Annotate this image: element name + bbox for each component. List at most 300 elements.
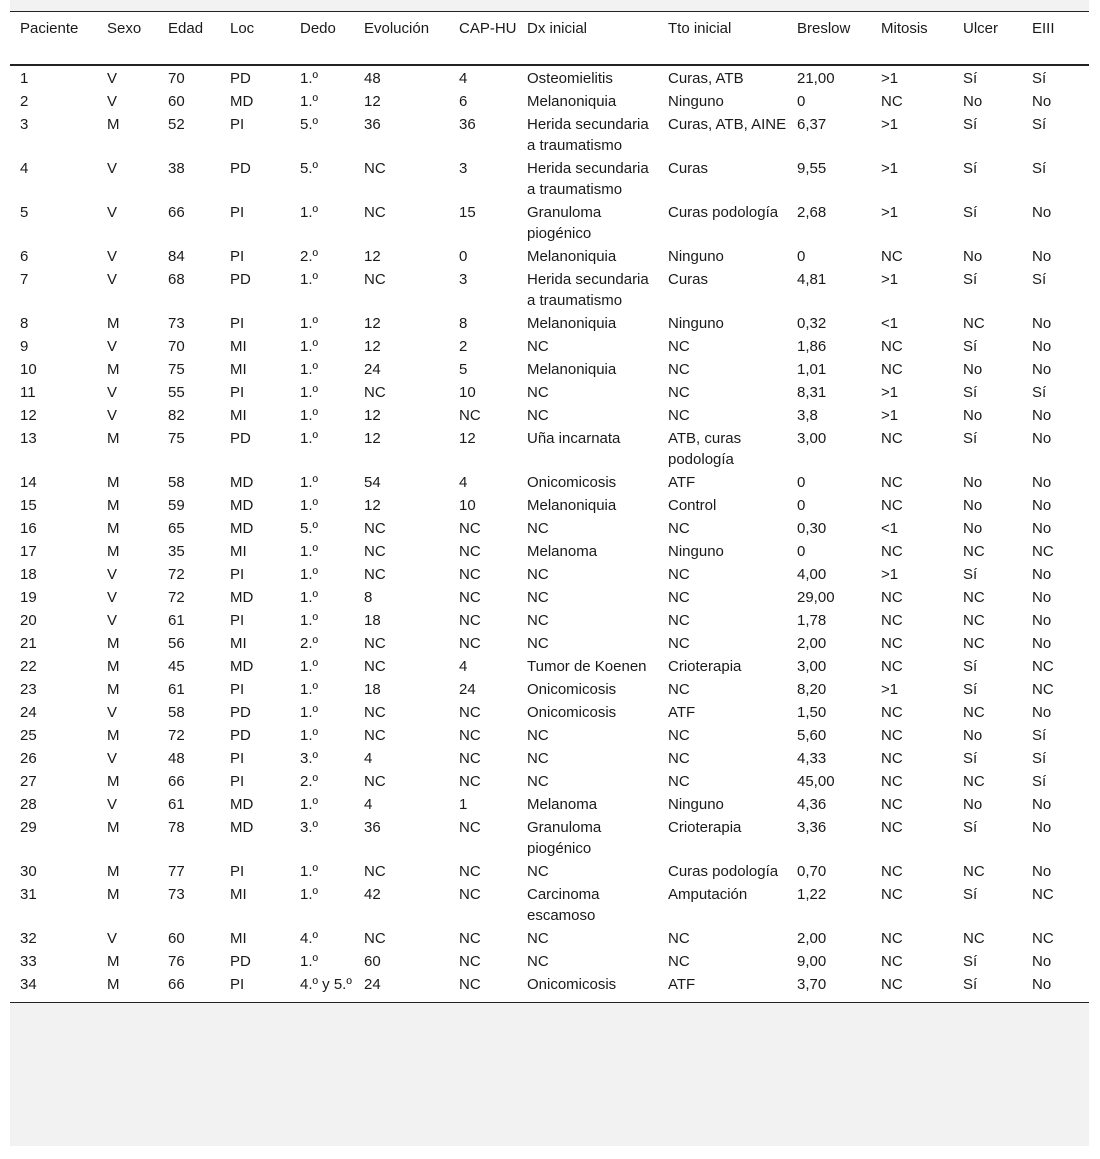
- col-header-edad: Edad: [168, 20, 204, 37]
- cell-sexo: V: [107, 270, 118, 288]
- cell-ulcer: Sí: [963, 680, 978, 698]
- cell-eiii: No: [1032, 496, 1052, 514]
- cell-mitosis: >1: [881, 406, 899, 424]
- cell-loc: MD: [230, 795, 254, 813]
- cell-evolucion: 12: [364, 429, 381, 447]
- table-row: [10, 540, 1089, 563]
- cell-mitosis: NC: [881, 496, 903, 514]
- cell-evolucion: 12: [364, 314, 381, 332]
- cell-dx-inicial: Granuloma piogénico: [527, 203, 602, 242]
- cell-eiii: No: [1032, 611, 1052, 629]
- cell-tto-inicial: NC: [668, 749, 690, 767]
- table-row: [10, 268, 1089, 312]
- cell-dedo: 3.º: [300, 749, 318, 767]
- cell-eiii: No: [1032, 519, 1052, 537]
- cell-dx-inicial: Melanoniquia: [527, 496, 617, 514]
- cell-edad: 55: [168, 383, 185, 401]
- cell-loc: PD: [230, 726, 251, 744]
- cell-ulcer: No: [963, 360, 983, 378]
- cell-tto-inicial: Control: [668, 496, 717, 514]
- cell-cap-hu: NC: [459, 519, 481, 537]
- cell-mitosis: NC: [881, 247, 903, 265]
- cell-tto-inicial: NC: [668, 952, 690, 970]
- cell-cap-hu: NC: [459, 749, 481, 767]
- cell-dedo: 1.º: [300, 92, 318, 110]
- cell-tto-inicial: Ninguno: [668, 795, 724, 813]
- cell-edad: 73: [168, 314, 185, 332]
- cell-edad: 70: [168, 69, 185, 87]
- cell-mitosis: NC: [881, 473, 903, 491]
- cell-sexo: M: [107, 885, 120, 903]
- cell-loc: PI: [230, 314, 245, 332]
- cell-edad: 58: [168, 473, 185, 491]
- cell-cap-hu: NC: [459, 726, 481, 744]
- cell-sexo: M: [107, 726, 120, 744]
- cell-loc: MD: [230, 657, 254, 675]
- cell-dedo: 1.º: [300, 337, 318, 355]
- cell-evolucion: 18: [364, 680, 381, 698]
- cell-paciente: 18: [20, 565, 37, 583]
- cell-tto-inicial: NC: [668, 726, 690, 744]
- cell-loc: PI: [230, 115, 245, 133]
- cell-paciente: 6: [20, 247, 29, 265]
- cell-ulcer: No: [963, 92, 983, 110]
- cell-dx-inicial: NC: [527, 772, 549, 790]
- cell-ulcer: NC: [963, 772, 985, 790]
- cell-edad: 52: [168, 115, 185, 133]
- cell-loc: PI: [230, 247, 245, 265]
- cell-evolucion: 4: [364, 795, 373, 813]
- cell-paciente: 27: [20, 772, 37, 790]
- cell-evolucion: 12: [364, 406, 381, 424]
- cell-sexo: V: [107, 203, 118, 221]
- cell-breslow: 21,00: [797, 69, 835, 87]
- cell-edad: 73: [168, 885, 185, 903]
- cell-tto-inicial: Crioterapia: [668, 818, 742, 836]
- cell-dx-inicial: Uña incarnata: [527, 429, 621, 447]
- table-row: [10, 381, 1089, 404]
- cell-sexo: V: [107, 565, 118, 583]
- table-row: [10, 404, 1089, 427]
- cell-eiii: No: [1032, 314, 1052, 332]
- cell-ulcer: NC: [963, 588, 985, 606]
- cell-loc: PD: [230, 69, 251, 87]
- cell-edad: 45: [168, 657, 185, 675]
- cell-eiii: Sí: [1032, 159, 1047, 177]
- cell-loc: PI: [230, 975, 245, 993]
- cell-eiii: NC: [1032, 885, 1054, 903]
- cell-dedo: 1.º: [300, 885, 318, 903]
- cell-mitosis: >1: [881, 203, 899, 221]
- table-frame: [10, 0, 1089, 1146]
- table-row: [10, 678, 1089, 701]
- cell-tto-inicial: Curas, ATB: [668, 69, 744, 87]
- cell-dx-inicial: NC: [527, 519, 549, 537]
- cell-dedo: 1.º: [300, 473, 318, 491]
- cell-sexo: M: [107, 952, 120, 970]
- cell-evolucion: 8: [364, 588, 373, 606]
- cell-eiii: Sí: [1032, 383, 1047, 401]
- cell-paciente: 16: [20, 519, 37, 537]
- cell-loc: MI: [230, 929, 247, 947]
- cell-tto-inicial: Ninguno: [668, 247, 724, 265]
- cell-paciente: 32: [20, 929, 37, 947]
- cell-sexo: V: [107, 406, 118, 424]
- cell-loc: PI: [230, 772, 245, 790]
- cell-dx-inicial: NC: [527, 726, 549, 744]
- cell-tto-inicial: Crioterapia: [668, 657, 742, 675]
- cell-ulcer: Sí: [963, 69, 978, 87]
- cell-breslow: 3,36: [797, 818, 827, 836]
- cell-ulcer: Sí: [963, 885, 978, 903]
- cell-dedo: 1.º: [300, 270, 318, 288]
- cell-tto-inicial: Curas: [668, 159, 709, 177]
- cell-sexo: V: [107, 588, 118, 606]
- cell-eiii: No: [1032, 406, 1052, 424]
- cell-evolucion: 12: [364, 92, 381, 110]
- cell-loc: MD: [230, 473, 254, 491]
- cell-cap-hu: NC: [459, 818, 481, 836]
- cell-breslow: 9,00: [797, 952, 827, 970]
- cell-loc: PI: [230, 749, 245, 767]
- header-row: [10, 12, 1089, 65]
- cell-eiii: No: [1032, 588, 1052, 606]
- cell-ulcer: NC: [963, 703, 985, 721]
- cell-edad: 60: [168, 92, 185, 110]
- cell-dx-inicial: Onicomicosis: [527, 975, 617, 993]
- cell-dedo: 1.º: [300, 565, 318, 583]
- cell-edad: 61: [168, 611, 185, 629]
- cell-paciente: 13: [20, 429, 37, 447]
- cell-tto-inicial: Curas, ATB, AINE: [668, 115, 787, 133]
- cell-paciente: 34: [20, 975, 37, 993]
- cell-edad: 77: [168, 862, 185, 880]
- table-row: [10, 312, 1089, 335]
- cell-loc: MI: [230, 542, 247, 560]
- cell-eiii: No: [1032, 429, 1052, 447]
- table-row: [10, 201, 1089, 245]
- cell-evolucion: NC: [364, 270, 386, 288]
- cell-loc: MD: [230, 818, 254, 836]
- cell-breslow: 5,60: [797, 726, 827, 744]
- cell-dedo: 1.º: [300, 703, 318, 721]
- cell-evolucion: NC: [364, 657, 386, 675]
- cell-paciente: 12: [20, 406, 37, 424]
- cell-dx-inicial: Melanoniquia: [527, 360, 617, 378]
- table-row: [10, 245, 1089, 268]
- cell-edad: 66: [168, 772, 185, 790]
- cell-cap-hu: NC: [459, 406, 481, 424]
- cell-sexo: M: [107, 818, 120, 836]
- cell-edad: 48: [168, 749, 185, 767]
- cell-dedo: 1.º: [300, 314, 318, 332]
- cell-paciente: 24: [20, 703, 37, 721]
- cell-evolucion: 42: [364, 885, 381, 903]
- cell-breslow: 3,70: [797, 975, 827, 993]
- cell-edad: 58: [168, 703, 185, 721]
- cell-evolucion: 36: [364, 818, 381, 836]
- cell-breslow: 2,00: [797, 634, 827, 652]
- cell-cap-hu: NC: [459, 588, 481, 606]
- cell-eiii: No: [1032, 634, 1052, 652]
- cell-sexo: M: [107, 360, 120, 378]
- cell-eiii: NC: [1032, 680, 1054, 698]
- cell-tto-inicial: NC: [668, 772, 690, 790]
- col-header-mitosis: Mitosis: [881, 20, 928, 37]
- cell-tto-inicial: ATB, curas podología: [668, 429, 742, 468]
- cell-dedo: 1.º: [300, 795, 318, 813]
- cell-mitosis: NC: [881, 749, 903, 767]
- cell-ulcer: Sí: [963, 203, 978, 221]
- cell-edad: 68: [168, 270, 185, 288]
- table-row: [10, 517, 1089, 540]
- cell-cap-hu: 4: [459, 657, 468, 675]
- cell-eiii: No: [1032, 473, 1052, 491]
- cell-eiii: No: [1032, 247, 1052, 265]
- cell-dedo: 2.º: [300, 634, 318, 652]
- cell-dedo: 1.º: [300, 203, 318, 221]
- cell-loc: PD: [230, 429, 251, 447]
- cell-cap-hu: 6: [459, 92, 468, 110]
- cell-evolucion: NC: [364, 159, 386, 177]
- cell-dx-inicial: Melanoniquia: [527, 247, 617, 265]
- cell-dedo: 1.º: [300, 588, 318, 606]
- cell-breslow: 1,50: [797, 703, 827, 721]
- cell-dedo: 1.º: [300, 862, 318, 880]
- cell-mitosis: NC: [881, 703, 903, 721]
- cell-paciente: 23: [20, 680, 37, 698]
- cell-dx-inicial: NC: [527, 565, 549, 583]
- cell-mitosis: >1: [881, 115, 899, 133]
- cell-breslow: 8,20: [797, 680, 827, 698]
- table-row: [10, 358, 1089, 381]
- cell-eiii: Sí: [1032, 115, 1047, 133]
- cell-paciente: 19: [20, 588, 37, 606]
- cell-eiii: Sí: [1032, 270, 1047, 288]
- cell-cap-hu: 10: [459, 496, 476, 514]
- cell-edad: 61: [168, 680, 185, 698]
- cell-dx-inicial: Onicomicosis: [527, 680, 617, 698]
- cell-dx-inicial: NC: [527, 611, 549, 629]
- cell-dedo: 1.º: [300, 429, 318, 447]
- cell-cap-hu: NC: [459, 952, 481, 970]
- cell-paciente: 17: [20, 542, 37, 560]
- cell-dedo: 1.º: [300, 406, 318, 424]
- cell-eiii: No: [1032, 952, 1052, 970]
- cell-breslow: 0: [797, 92, 806, 110]
- cell-ulcer: Sí: [963, 115, 978, 133]
- cell-dedo: 3.º: [300, 818, 318, 836]
- table-body: [10, 65, 1089, 1003]
- cell-ulcer: Sí: [963, 657, 978, 675]
- cell-dx-inicial: Granuloma piogénico: [527, 818, 602, 857]
- cell-evolucion: 24: [364, 360, 381, 378]
- cell-evolucion: NC: [364, 772, 386, 790]
- cell-tto-inicial: Curas podología: [668, 862, 779, 880]
- cell-evolucion: 12: [364, 247, 381, 265]
- cell-loc: MD: [230, 92, 254, 110]
- cell-dx-inicial: Melanoma: [527, 542, 598, 560]
- cell-mitosis: NC: [881, 634, 903, 652]
- cell-evolucion: 60: [364, 952, 381, 970]
- cell-paciente: 2: [20, 92, 29, 110]
- cell-breslow: 0: [797, 473, 806, 491]
- cell-cap-hu: 10: [459, 383, 476, 401]
- cell-mitosis: >1: [881, 680, 899, 698]
- cell-cap-hu: NC: [459, 611, 481, 629]
- cell-dx-inicial: Melanoma: [527, 795, 598, 813]
- patients-table: [10, 11, 1089, 1003]
- cell-mitosis: >1: [881, 159, 899, 177]
- cell-cap-hu: NC: [459, 542, 481, 560]
- cell-cap-hu: NC: [459, 634, 481, 652]
- cell-dedo: 4.º: [300, 929, 318, 947]
- cell-evolucion: NC: [364, 726, 386, 744]
- table-row: [10, 471, 1089, 494]
- cell-cap-hu: NC: [459, 862, 481, 880]
- cell-dedo: 1.º: [300, 542, 318, 560]
- cell-ulcer: NC: [963, 862, 985, 880]
- cell-sexo: V: [107, 337, 118, 355]
- cell-breslow: 0,30: [797, 519, 827, 537]
- cell-loc: PD: [230, 159, 251, 177]
- cell-mitosis: >1: [881, 270, 899, 288]
- cell-tto-inicial: NC: [668, 588, 690, 606]
- cell-loc: MD: [230, 588, 254, 606]
- cell-breslow: 0: [797, 542, 806, 560]
- cell-eiii: No: [1032, 203, 1052, 221]
- cell-paciente: 11: [20, 383, 36, 401]
- cell-dx-inicial: NC: [527, 952, 549, 970]
- cell-eiii: NC: [1032, 657, 1054, 675]
- cell-eiii: No: [1032, 92, 1052, 110]
- cell-sexo: M: [107, 772, 120, 790]
- cell-mitosis: NC: [881, 657, 903, 675]
- cell-paciente: 29: [20, 818, 37, 836]
- cell-mitosis: NC: [881, 952, 903, 970]
- cell-cap-hu: 8: [459, 314, 468, 332]
- col-header-breslow: Breslow: [797, 20, 851, 37]
- cell-eiii: Sí: [1032, 69, 1047, 87]
- cell-dx-inicial: NC: [527, 337, 549, 355]
- cell-edad: 72: [168, 588, 185, 606]
- cell-edad: 66: [168, 975, 185, 993]
- cell-sexo: V: [107, 383, 118, 401]
- cell-sexo: V: [107, 159, 118, 177]
- cell-breslow: 3,00: [797, 657, 827, 675]
- cell-dx-inicial: Herida secundaria a traumatismo: [527, 159, 649, 198]
- table-row: [10, 494, 1089, 517]
- cell-sexo: M: [107, 680, 120, 698]
- table-row: [10, 793, 1089, 816]
- cell-ulcer: NC: [963, 929, 985, 947]
- table-row: [10, 950, 1089, 973]
- cell-tto-inicial: NC: [668, 611, 690, 629]
- cell-dx-inicial: Melanoniquia: [527, 92, 617, 110]
- cell-cap-hu: 36: [459, 115, 476, 133]
- cell-paciente: 30: [20, 862, 37, 880]
- cell-sexo: M: [107, 496, 120, 514]
- cell-mitosis: NC: [881, 929, 903, 947]
- cell-sexo: M: [107, 115, 120, 133]
- cell-ulcer: Sí: [963, 818, 978, 836]
- cell-paciente: 3: [20, 115, 29, 133]
- cell-sexo: M: [107, 519, 120, 537]
- cell-mitosis: NC: [881, 975, 903, 993]
- cell-edad: 61: [168, 795, 185, 813]
- cell-loc: PD: [230, 703, 251, 721]
- cell-eiii: NC: [1032, 929, 1054, 947]
- col-header-paciente: Paciente: [20, 20, 79, 37]
- table-row: [10, 335, 1089, 358]
- cell-paciente: 28: [20, 795, 37, 813]
- cell-sexo: V: [107, 749, 118, 767]
- cell-paciente: 26: [20, 749, 37, 767]
- cell-sexo: M: [107, 657, 120, 675]
- table-row: [10, 770, 1089, 793]
- cell-mitosis: NC: [881, 337, 903, 355]
- cell-ulcer: No: [963, 496, 983, 514]
- cell-loc: PI: [230, 565, 245, 583]
- cell-mitosis: >1: [881, 69, 899, 87]
- cell-tto-inicial: Ninguno: [668, 314, 724, 332]
- cell-paciente: 20: [20, 611, 37, 629]
- table-row: [10, 883, 1089, 927]
- cell-edad: 78: [168, 818, 185, 836]
- cell-breslow: 4,00: [797, 565, 827, 583]
- cell-loc: PI: [230, 611, 245, 629]
- cell-loc: PD: [230, 270, 251, 288]
- cell-dx-inicial: Herida secundaria a traumatismo: [527, 115, 649, 154]
- cell-mitosis: NC: [881, 772, 903, 790]
- cell-tto-inicial: NC: [668, 680, 690, 698]
- cell-cap-hu: 3: [459, 159, 468, 177]
- table-row: [10, 655, 1089, 678]
- cell-dx-inicial: NC: [527, 749, 549, 767]
- cell-breslow: 29,00: [797, 588, 835, 606]
- cell-breslow: 6,37: [797, 115, 827, 133]
- col-header-ulcer: Ulcer: [963, 20, 999, 37]
- cell-edad: 84: [168, 247, 185, 265]
- cell-evolucion: NC: [364, 929, 386, 947]
- cell-dedo: 1.º: [300, 69, 318, 87]
- cell-evolucion: 4: [364, 749, 373, 767]
- cell-breslow: 1,22: [797, 885, 827, 903]
- cell-cap-hu: 4: [459, 473, 468, 491]
- col-header-eiii: EIII: [1032, 20, 1055, 37]
- cell-dedo: 1.º: [300, 611, 318, 629]
- cell-evolucion: 18: [364, 611, 381, 629]
- cell-cap-hu: 4: [459, 69, 468, 87]
- cell-breslow: 1,78: [797, 611, 827, 629]
- cell-dedo: 5.º: [300, 159, 318, 177]
- cell-tto-inicial: NC: [668, 565, 690, 583]
- table-row: [10, 927, 1089, 950]
- cell-edad: 75: [168, 360, 185, 378]
- cell-tto-inicial: ATF: [668, 473, 696, 491]
- cell-mitosis: NC: [881, 92, 903, 110]
- cell-paciente: 33: [20, 952, 37, 970]
- cell-edad: 60: [168, 929, 185, 947]
- table-row: [10, 427, 1089, 471]
- cell-ulcer: NC: [963, 314, 985, 332]
- cell-ulcer: NC: [963, 634, 985, 652]
- cell-eiii: Sí: [1032, 772, 1047, 790]
- cell-loc: MD: [230, 519, 254, 537]
- cell-eiii: No: [1032, 975, 1052, 993]
- cell-ulcer: No: [963, 795, 983, 813]
- cell-ulcer: No: [963, 406, 983, 424]
